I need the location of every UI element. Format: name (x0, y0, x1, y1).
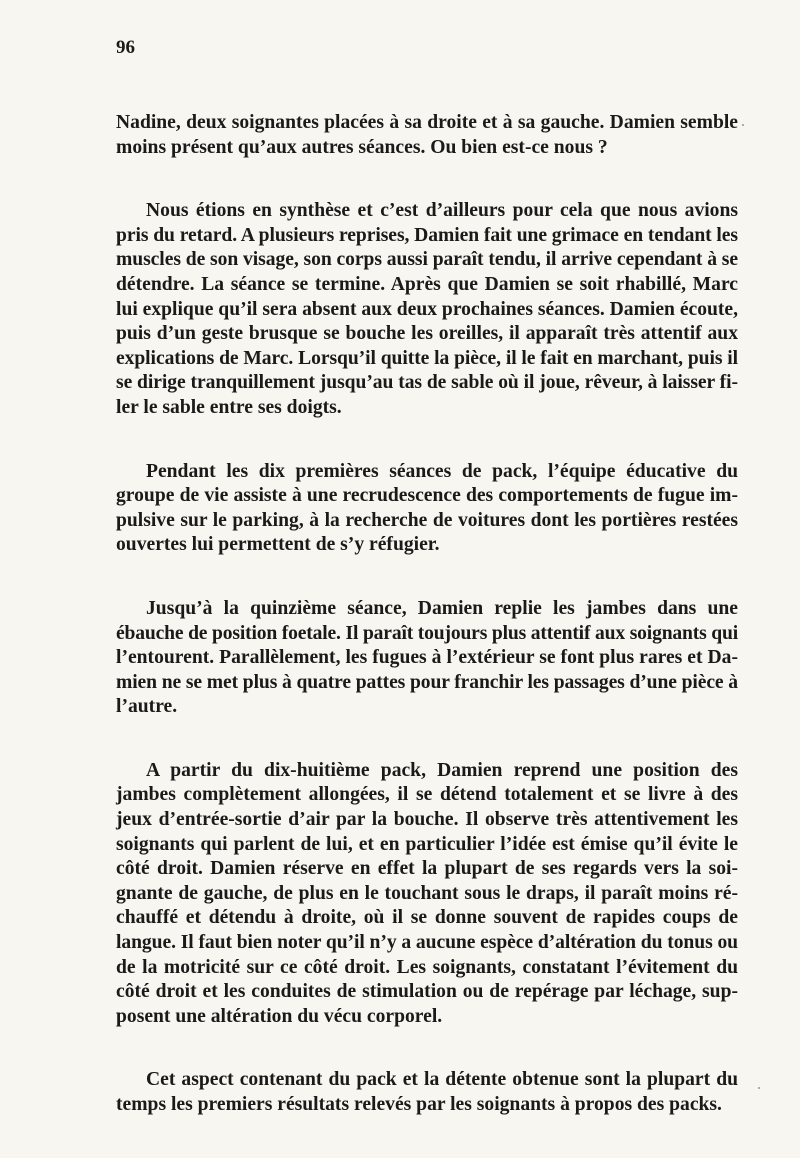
text-line: jeux d’entrée-sortie d’air par la bouche. Il observe très attentivement les (116, 809, 738, 831)
text-line: lui explique qu’il sera absent aux deux prochaines séances. Damien écoute, (116, 298, 739, 320)
text-line: mien ne se met plus à quatre pattes pour franchir les passages d’une pièce à (116, 671, 738, 693)
text-line: se dirige tranquillement jusqu’au tas de sable où il joue, rêveur, à laisser fi- (116, 372, 738, 394)
paragraph (116, 1068, 738, 1117)
text-line: soignants qui parlent de lui, et en particulier l’idée est émise qu’il évite le (116, 833, 738, 855)
text-line: temps les premiers résultats relevés par les soignants à propos des packs. (116, 1094, 722, 1115)
text-line: muscles de son visage, son corps aussi paraît tendu, il arrive cependant à se (116, 249, 738, 271)
text-line: explications de Marc. Lorsqu’il quitte la pièce, il le fait en marchant, puis il (116, 347, 738, 369)
text-line: gnante de gauche, de plus en le touchant sous le draps, il paraît moins ré- (116, 882, 738, 904)
text-line: Jusqu’à la quinzième séance, Damien replie les jambes dans une (146, 597, 738, 619)
page-number: 96 (116, 37, 135, 58)
text-line: détendre. La séance se termine. Après que Damien se soit rhabillé, Marc (116, 273, 738, 295)
text-line: Cet aspect contenant du pack et la détente obtenue sont la plupart du (146, 1069, 738, 1091)
text-line: ler le sable entre ses doigts. (116, 396, 342, 418)
text-line: langue. Il faut bien noter qu’il n’y a aucune espèce d’altération du tonus ou (116, 932, 738, 954)
text-line: jambes complètement allongées, il se détend totalement et se livre à des (116, 784, 738, 806)
scan-speck (758, 1087, 760, 1089)
paragraph (116, 759, 738, 1030)
paragraph (116, 460, 738, 558)
text-line: puis d’un geste brusque se bouche les oreilles, il apparaît très attentif aux (116, 323, 738, 345)
paragraph (116, 199, 738, 420)
text-line: Pendant les dix premières séances de pack, l’équipe éducative du (146, 460, 738, 482)
text-line: ouvertes lui permettent de s’y réfugier. (116, 534, 440, 556)
text-line: pris du retard. A plusieurs reprises, Damien fait une grimace en tendant les (116, 224, 738, 246)
text-line: groupe de vie assiste à une recrudescence des comportements de fugue im- (116, 485, 738, 507)
text-line: l’entourent. Parallèlement, les fugues à l’extérieur se font plus rares et Da- (116, 647, 738, 669)
text-line: Nous étions en synthèse et c’est d’ailleurs pour cela que nous avions (146, 200, 738, 222)
text-line: côté droit et les conduites de stimulation ou de repérage par léchage, sup- (116, 981, 738, 1003)
paragraph (116, 111, 738, 160)
text-line: A partir du dix-huitième pack, Damien reprend une position des (146, 759, 738, 781)
text-line: pulsive sur le parking, à la recherche de voitures dont les portières restées (116, 509, 738, 531)
text-line: Nadine, deux soignantes placées à sa droite et à sa gauche. Damien semble (116, 112, 738, 133)
text-line: côté droit. Damien réserve en effet la plupart de ses regards vers la soi- (116, 858, 738, 880)
scan-speck (742, 124, 744, 126)
book-page (116, 0, 738, 1158)
text-line: de la motricité sur ce côté droit. Les soignants, constatant l’évitement du (116, 956, 738, 978)
text-line: l’autre. (116, 696, 178, 718)
paragraph (116, 597, 738, 720)
text-line: ébauche de position foetale. Il paraît toujours plus attentif aux soignants qui (116, 622, 738, 644)
text-line: posent une altération du vécu corporel. (116, 1005, 443, 1027)
text-line: chauffé et détendu à droite, où il se donne souvent de rapides coups de (116, 907, 738, 929)
text-line: moins présent qu’aux autres séances. Ou bien est-ce nous ? (116, 136, 608, 158)
